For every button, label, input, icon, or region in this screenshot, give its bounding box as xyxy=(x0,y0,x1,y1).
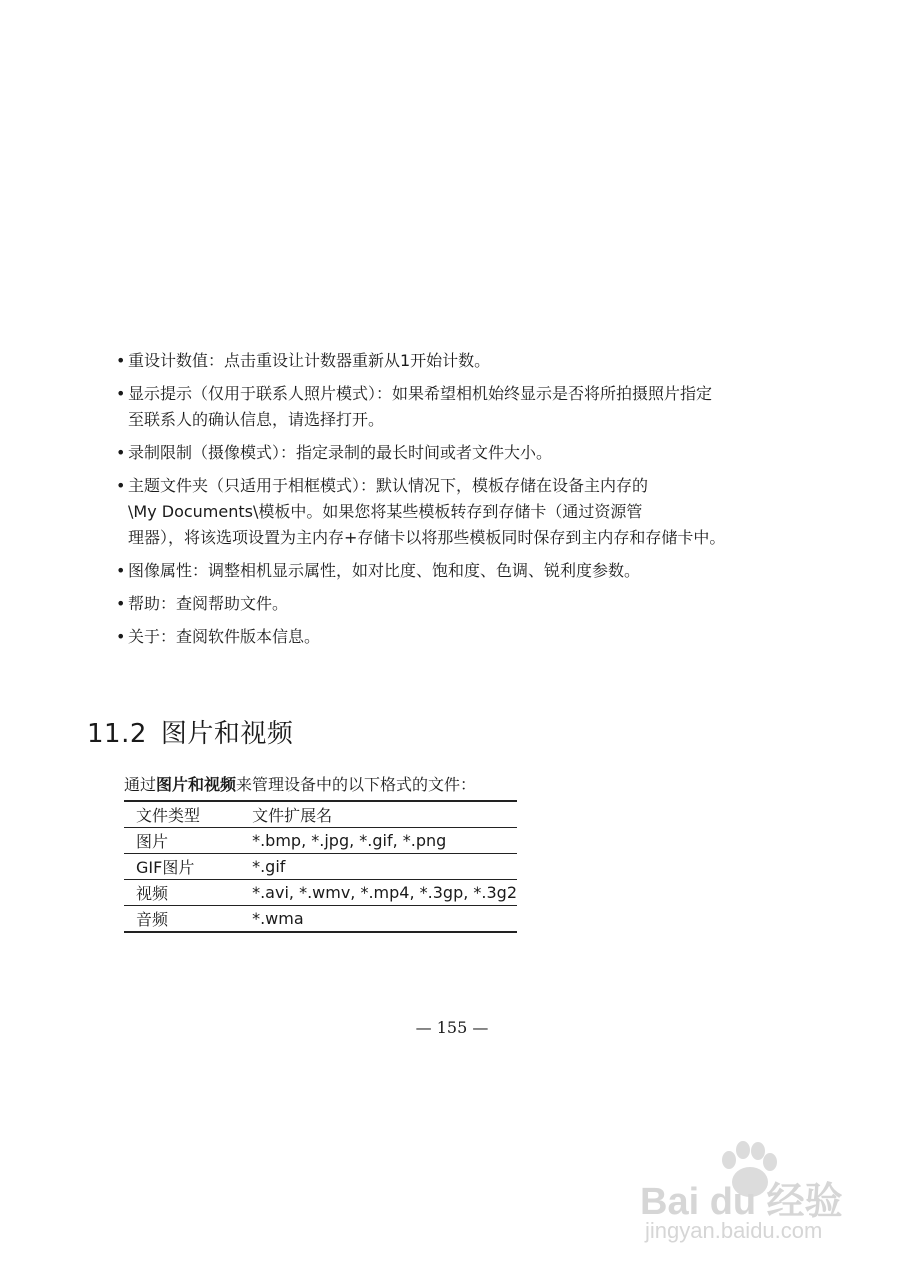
bullet-line: • 录制限制（摄像模式）：指定录制的最长时间或者文件大小。 xyxy=(128,443,553,462)
bullet-line: \My Documents\模板中。如果您将某些模板转存到存储卡（通过资源管 xyxy=(128,502,643,521)
bullet-line: • 显示提示（仅用于联系人照片模式）：如果希望相机始终显示是否将所拍摄照片指定 xyxy=(128,384,713,403)
table-cell-type: 视频 xyxy=(124,880,240,906)
bullet-line: • 主题文件夹（只适用于相框模式）：默认情况下，模板存储在设备主内存的 xyxy=(128,476,649,495)
bullet-line: 至联系人的确认信息，请选择打开。 xyxy=(128,410,385,429)
watermark-brand: Bai du 经验 xyxy=(640,1181,843,1223)
bullet-theme-folder xyxy=(116,473,816,551)
bullet-image-properties xyxy=(116,558,816,584)
table-cell-type: 音频 xyxy=(124,906,240,933)
bullet-line: 理器），将该选项设置为主内存+存储卡以将那些模板同时保存到主内存和存储卡中。 xyxy=(128,528,726,547)
page-number: — 155 — xyxy=(415,1018,489,1037)
intro-bold-term: 图片和视频 xyxy=(156,775,237,794)
table-row xyxy=(124,828,517,854)
table-header-cell: 文件扩展名 xyxy=(240,801,517,828)
table-header-row xyxy=(124,801,517,828)
table-cell-extensions: *.bmp, *.jpg, *.gif, *.png xyxy=(240,828,517,854)
intro-paragraph xyxy=(124,772,476,795)
bullet-line: • 图像属性：调整相机显示属性，如对比度、饱和度、色调、锐利度参数。 xyxy=(128,561,641,580)
bullet-record-limit xyxy=(116,440,816,466)
table-cell-extensions: *.gif xyxy=(240,854,517,880)
intro-prefix: 通过 xyxy=(124,775,157,794)
table-row xyxy=(124,854,517,880)
bullet-line: • 关于：查阅软件版本信息。 xyxy=(128,627,321,646)
bullet-about xyxy=(116,624,816,650)
section-number: 11.2 xyxy=(87,719,147,749)
table-row xyxy=(124,880,517,906)
table-cell-type: GIF图片 xyxy=(124,854,240,880)
bullet-show-prompt xyxy=(116,381,816,433)
file-format-table xyxy=(124,800,517,933)
table-header-cell: 文件类型 xyxy=(124,801,240,828)
bullet-line: • 帮助：查阅帮助文件。 xyxy=(128,594,289,613)
section-heading xyxy=(87,713,293,750)
table-cell-type: 图片 xyxy=(124,828,240,854)
intro-suffix: 来管理设备中的以下格式的文件： xyxy=(236,775,477,794)
table-row xyxy=(124,906,517,933)
bullet-help xyxy=(116,591,816,617)
settings-bullet-list xyxy=(116,348,816,657)
watermark-url: jingyan.baidu.com xyxy=(645,1218,823,1243)
table-cell-extensions: *.wma xyxy=(240,906,517,933)
bullet-reset-counter xyxy=(116,348,816,374)
bullet-line: • 重设计数值：点击重设让计数器重新从1开始计数。 xyxy=(128,351,491,370)
table-cell-extensions: *.avi, *.wmv, *.mp4, *.3gp, *.3g2 xyxy=(240,880,517,906)
section-title-text: 图片和视频 xyxy=(160,719,294,749)
baidu-jingyan-watermark xyxy=(640,1140,880,1260)
